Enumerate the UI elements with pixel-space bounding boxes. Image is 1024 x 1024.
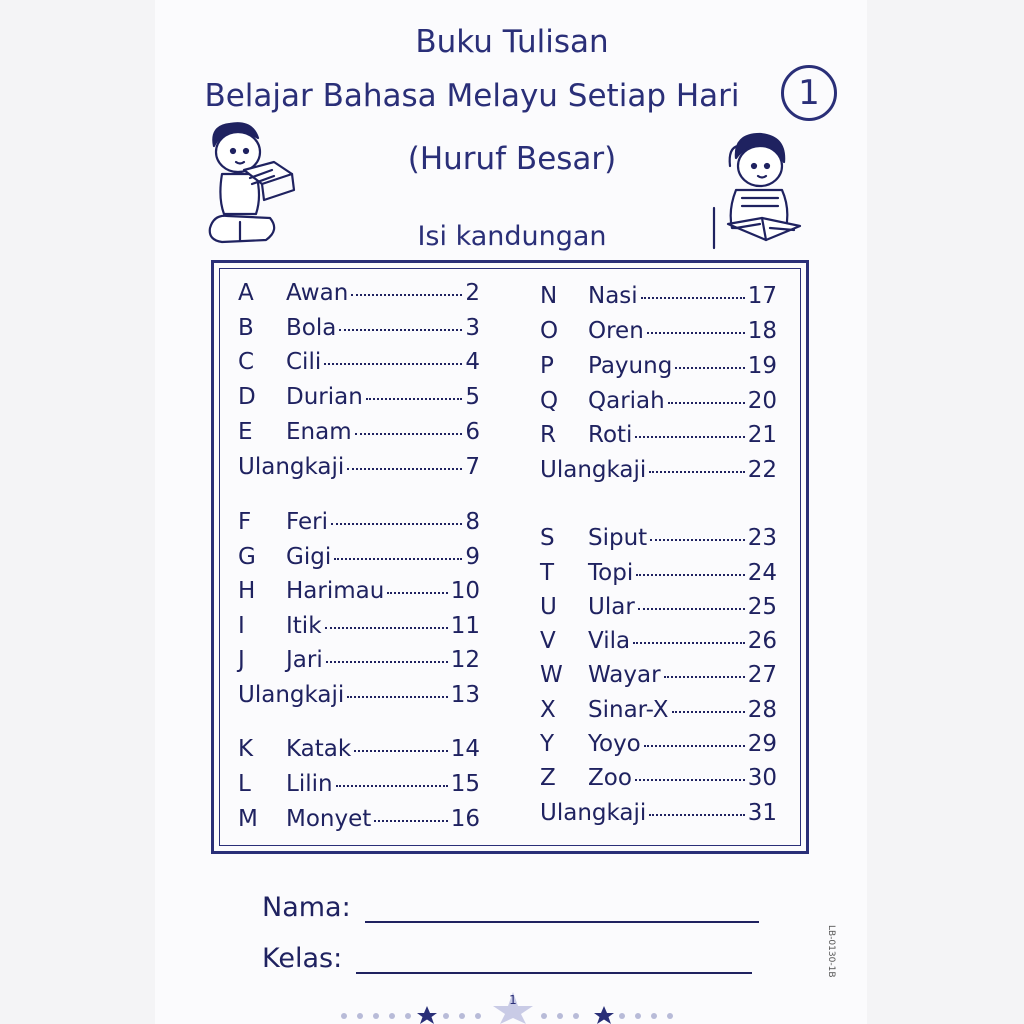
toc-word: Katak [286, 736, 352, 762]
book-subtitle: Belajar Bahasa Melayu Setiap Hari [204, 78, 740, 114]
toc-word: Nasi [588, 283, 638, 309]
toc-word: Ulangkaji [238, 454, 345, 480]
toc-page-number: 15 [450, 771, 480, 797]
toc-word: Cili [286, 349, 322, 375]
toc-page-number: 11 [450, 613, 480, 639]
toc-letter: V [540, 628, 556, 654]
toc-leader-dots [351, 294, 462, 296]
toc-leader-dots [635, 436, 744, 438]
class-label: Kelas: [262, 943, 343, 974]
toc-leader-dots [650, 539, 745, 541]
toc-page-number: 20 [747, 388, 777, 414]
toc-letter: D [238, 384, 256, 410]
toc-page-number: 14 [450, 736, 480, 762]
toc-leader-dots [347, 696, 447, 698]
toc-letter: Q [540, 388, 559, 414]
toc-entry [238, 419, 480, 445]
toc-entry [540, 353, 777, 379]
toc-leader-dots [641, 297, 745, 299]
toc-letter: R [540, 422, 556, 448]
toc-entry [238, 736, 480, 762]
toc-entry [540, 422, 777, 448]
toc-leader-dots [635, 779, 745, 781]
toc-leader-dots [354, 750, 448, 752]
toc-letter: X [540, 697, 556, 723]
toc-letter: W [540, 662, 563, 688]
toc-page-number: 24 [747, 560, 777, 586]
toc-page-number: 6 [465, 419, 480, 445]
toc-leader-dots [387, 592, 447, 594]
toc-leader-dots [638, 608, 745, 610]
toc-word: Zoo [588, 765, 632, 791]
toc-word: Gigi [286, 544, 332, 570]
toc-page-number: 17 [747, 283, 777, 309]
toc-word: Oren [588, 318, 644, 344]
toc-leader-dots [675, 367, 744, 369]
toc-leader-dots [366, 398, 463, 400]
toc-word: Siput [588, 525, 648, 551]
toc-word: Feri [286, 509, 328, 535]
toc-page-number: 4 [465, 349, 480, 375]
toc-word: Ulangkaji [238, 682, 345, 708]
toc-word: Durian [286, 384, 363, 410]
toc-page-number: 25 [747, 594, 777, 620]
toc-letter: P [540, 353, 554, 379]
toc-entry [238, 578, 480, 604]
toc-page-number: 31 [747, 800, 777, 826]
toc-entry [540, 318, 777, 344]
toc-letter: L [238, 771, 251, 797]
toc-word: Awan [286, 280, 349, 306]
book-title: Buku Tulisan [415, 24, 609, 60]
toc-letter: B [238, 315, 254, 341]
toc-word: Vila [588, 628, 631, 654]
toc-entry [540, 594, 777, 620]
toc-entry [540, 457, 777, 483]
toc-entry [540, 283, 777, 309]
toc-leader-dots [668, 402, 745, 404]
toc-page-number: 12 [450, 647, 480, 673]
toc-letter: K [238, 736, 254, 762]
name-label: Nama: [262, 892, 351, 923]
toc-word: Lilin [286, 771, 333, 797]
toc-entry [540, 560, 777, 586]
toc-word: Bola [286, 315, 337, 341]
toc-entry [238, 384, 480, 410]
class-field[interactable] [262, 943, 752, 974]
toc-entry [238, 454, 480, 480]
toc-page-number: 29 [747, 731, 777, 757]
toc-word: Topi [588, 560, 634, 586]
toc-entry [540, 525, 777, 551]
toc-leader-dots [334, 558, 462, 560]
toc-page-number: 21 [747, 422, 777, 448]
toc-letter: E [238, 419, 253, 445]
toc-page-number: 16 [450, 806, 480, 832]
toc-page-number: 9 [465, 544, 480, 570]
toc-page-number: 13 [450, 682, 480, 708]
toc-entry [540, 697, 777, 723]
toc-entry [238, 509, 480, 535]
toc-page-number: 26 [747, 628, 777, 654]
toc-word: Roti [588, 422, 633, 448]
toc-page-number: 23 [747, 525, 777, 551]
toc-page-number: 8 [465, 509, 480, 535]
toc-word: Enam [286, 419, 352, 445]
toc-entry [540, 765, 777, 791]
toc-leader-dots [325, 627, 448, 629]
toc-word: Wayar [588, 662, 661, 688]
toc-letter: I [238, 613, 245, 639]
toc-leader-dots [633, 642, 745, 644]
book-variant: (Huruf Besar) [407, 141, 617, 177]
toc-letter: H [238, 578, 256, 604]
toc-page-number: 7 [465, 454, 480, 480]
toc-entry [238, 806, 480, 832]
toc-page-number: 2 [465, 280, 480, 306]
toc-word: Qariah [588, 388, 665, 414]
toc-leader-dots [647, 332, 745, 334]
toc-leader-dots [672, 711, 745, 713]
toc-leader-dots [326, 661, 448, 663]
toc-letter: O [540, 318, 559, 344]
toc-letter: J [238, 647, 245, 673]
toc-entry [540, 662, 777, 688]
toc-letter: M [238, 806, 258, 832]
toc-word: Payung [588, 353, 673, 379]
toc-entry [238, 682, 480, 708]
toc-leader-dots [339, 329, 462, 331]
toc-word: Ulangkaji [540, 800, 647, 826]
class-line[interactable] [356, 948, 752, 974]
toc-page-number: 19 [747, 353, 777, 379]
toc-word: Jari [286, 647, 323, 673]
toc-word: Ular [588, 594, 635, 620]
toc-letter: Y [540, 731, 555, 757]
toc-leader-dots [336, 785, 448, 787]
toc-page-number: 22 [747, 457, 777, 483]
toc-leader-dots [636, 574, 745, 576]
toc-page-number: 3 [465, 315, 480, 341]
toc-leader-dots [347, 468, 462, 470]
name-line[interactable] [365, 897, 759, 923]
toc-page-number: 30 [747, 765, 777, 791]
toc-letter: Z [540, 765, 556, 791]
toc-word: Sinar-X [588, 697, 669, 723]
toc-letter: U [540, 594, 557, 620]
toc-heading: Isi kandungan [417, 221, 607, 252]
toc-letter: G [238, 544, 256, 570]
book-number-badge: 1 [781, 65, 837, 121]
toc-page-number: 18 [747, 318, 777, 344]
toc-entry [238, 280, 480, 306]
toc-word: Itik [286, 613, 322, 639]
girl-reading-illustration [708, 128, 808, 253]
toc-letter: N [540, 283, 558, 309]
toc-entry [238, 349, 480, 375]
toc-word: Monyet [286, 806, 372, 832]
toc-leader-dots [355, 433, 463, 435]
toc-leader-dots [644, 745, 745, 747]
boy-reading-illustration [200, 118, 300, 248]
toc-entry [238, 613, 480, 639]
toc-entry [238, 647, 480, 673]
toc-leader-dots [324, 363, 462, 365]
toc-entry [540, 731, 777, 757]
toc-page-number: 28 [747, 697, 777, 723]
toc-entry [238, 544, 480, 570]
toc-leader-dots [331, 523, 462, 525]
name-field[interactable] [262, 892, 759, 923]
toc-word: Yoyo [588, 731, 641, 757]
toc-leader-dots [664, 676, 745, 678]
toc-word: Harimau [286, 578, 385, 604]
toc-page-number: 5 [465, 384, 480, 410]
toc-letter: S [540, 525, 555, 551]
toc-leader-dots [374, 820, 447, 822]
toc-letter: F [238, 509, 252, 535]
toc-entry [540, 628, 777, 654]
toc-entry [540, 388, 777, 414]
toc-leader-dots [649, 814, 744, 816]
toc-word: Ulangkaji [540, 457, 647, 483]
toc-entry [540, 800, 777, 826]
toc-letter: C [238, 349, 255, 375]
toc-entry [238, 771, 480, 797]
page-number: 1 [509, 993, 517, 1007]
toc-letter: T [540, 560, 555, 586]
product-code: LB-0130-1B [826, 925, 836, 978]
toc-page-number: 27 [747, 662, 777, 688]
toc-entry [238, 315, 480, 341]
toc-letter: A [238, 280, 254, 306]
toc-leader-dots [649, 471, 744, 473]
toc-page-number: 10 [450, 578, 480, 604]
